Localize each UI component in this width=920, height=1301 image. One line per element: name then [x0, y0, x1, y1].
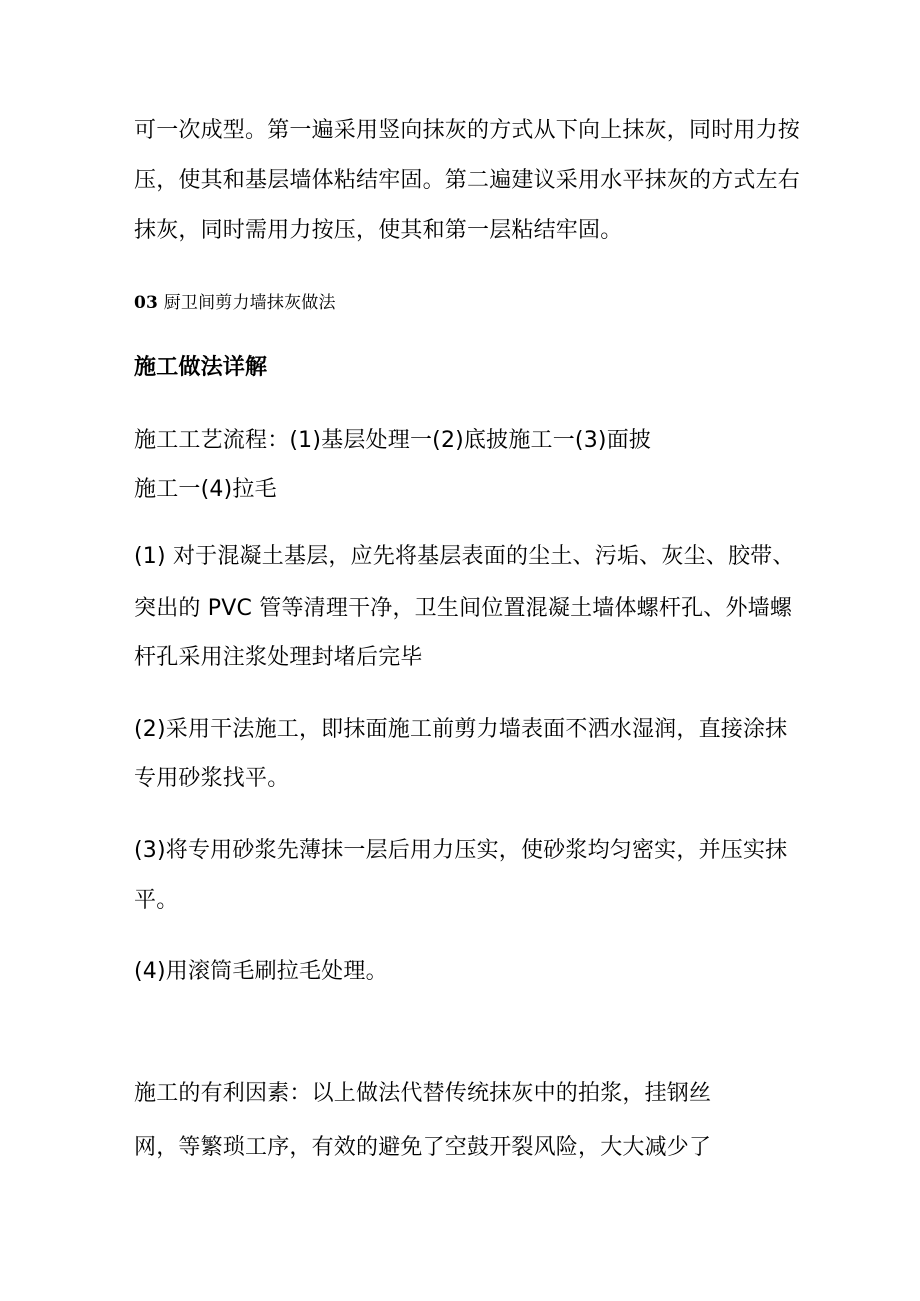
section-number: 03: [134, 293, 159, 313]
step-1-line-1: (1) 对于混凝土基层，应先将基层表面的尘土、污垢、灰尘、胶带、: [134, 544, 795, 569]
step-1-line-2: 突出的 PVC 管等清理干净，卫生间位置混凝土墙体螺杆孔、外墙螺: [134, 596, 793, 621]
subheading: 施工做法详解: [134, 355, 268, 380]
section-heading: [134, 288, 336, 318]
step-4-line-1: (4)用滚筒毛刷拉毛处理。: [134, 959, 388, 984]
intro-line-2: 压，使其和基层墙体粘结牢固。第二遍建议采用水平抹灰的方式左右: [134, 168, 801, 193]
process-flow-line-1: 施工工艺流程：(1)基层处理一(2)底披施工一(3)面披: [134, 428, 652, 453]
intro-line-1: 可一次成型。第一遍采用竖向抹灰的方式从下向上抹灰，同时用力按: [134, 118, 801, 143]
process-flow-line-2: 施工一(4)拉毛: [134, 477, 277, 502]
section-title: 厨卫间剪力墙抹灰做法: [163, 293, 336, 313]
intro-line-3: 抹灰，同时需用力按压，使其和第一层粘结牢固。: [134, 218, 623, 243]
step-3-line-1: (3)将专用砂浆先薄抹一层后用力压实，使砂浆均匀密实，并压实抹: [134, 838, 788, 863]
step-1-line-3: 杆孔采用注浆处理封堵后完毕: [134, 645, 423, 670]
step-2-line-2: 专用砂浆找平。: [134, 766, 290, 791]
step-2-line-1: (2)采用干法施工，即抹面施工前剪力墙表面不洒水湿润，直接涂抹: [134, 717, 788, 742]
step-3-line-2: 平。: [134, 888, 179, 913]
advantages-line-2: 网，等繁琐工序，有效的避免了空鼓开裂风险，大大减少了: [134, 1135, 712, 1160]
advantages-line-1: 施工的有利因素：以上做法代替传统抹灰中的拍浆，挂钢丝: [134, 1081, 712, 1106]
